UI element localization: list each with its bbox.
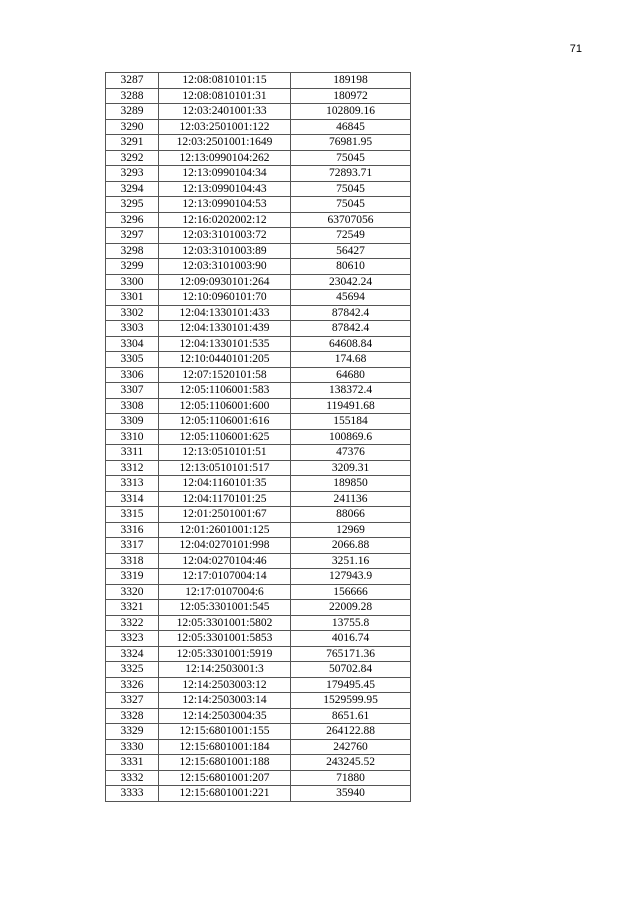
cadastral-number-cell: 12:14:2503003:12: [159, 677, 291, 693]
cadastral-number-cell: 12:13:0990104:43: [159, 181, 291, 197]
value-cell: 72893.71: [291, 166, 411, 182]
row-number-cell: 3305: [106, 352, 159, 368]
row-number-cell: 3299: [106, 259, 159, 275]
value-cell: 189198: [291, 73, 411, 89]
row-number-cell: 3314: [106, 491, 159, 507]
table-row: [106, 212, 411, 228]
table-row: [106, 476, 411, 492]
row-number-cell: 3287: [106, 73, 159, 89]
row-number-cell: 3327: [106, 693, 159, 709]
row-number-cell: 3309: [106, 414, 159, 430]
table-row: [106, 662, 411, 678]
value-cell: 1529599.95: [291, 693, 411, 709]
value-cell: 2066.88: [291, 538, 411, 554]
table-row: [106, 336, 411, 352]
value-cell: 102809.16: [291, 104, 411, 120]
cadastral-number-cell: 12:10:0440101:205: [159, 352, 291, 368]
table-row: [106, 119, 411, 135]
cadastral-number-cell: 12:17:0107004:6: [159, 584, 291, 600]
table-row: [106, 507, 411, 523]
row-number-cell: 3312: [106, 460, 159, 476]
value-cell: 180972: [291, 88, 411, 104]
cadastral-number-cell: 12:04:1160101:35: [159, 476, 291, 492]
value-cell: 64608.84: [291, 336, 411, 352]
cadastral-number-cell: 12:04:1330101:439: [159, 321, 291, 337]
cadastral-number-cell: 12:05:3301001:5802: [159, 615, 291, 631]
value-cell: 8651.61: [291, 708, 411, 724]
row-number-cell: 3290: [106, 119, 159, 135]
value-cell: 75045: [291, 181, 411, 197]
cadastral-number-cell: 12:05:3301001:545: [159, 600, 291, 616]
table-row: [106, 786, 411, 802]
row-number-cell: 3332: [106, 770, 159, 786]
cadastral-number-cell: 12:07:1520101:58: [159, 367, 291, 383]
table-row: [106, 460, 411, 476]
cadastral-number-cell: 12:13:0990104:262: [159, 150, 291, 166]
value-cell: 3251.16: [291, 553, 411, 569]
value-cell: 241136: [291, 491, 411, 507]
value-cell: 88066: [291, 507, 411, 523]
cadastral-number-cell: 12:17:0107004:14: [159, 569, 291, 585]
row-number-cell: 3288: [106, 88, 159, 104]
table-row: [106, 305, 411, 321]
value-cell: 127943.9: [291, 569, 411, 585]
cadastral-number-cell: 12:13:0990104:34: [159, 166, 291, 182]
page-number: 71: [569, 43, 582, 55]
table-row: [106, 755, 411, 771]
row-number-cell: 3303: [106, 321, 159, 337]
table-row: [106, 197, 411, 213]
table-row: [106, 739, 411, 755]
table-row: [106, 646, 411, 662]
row-number-cell: 3311: [106, 445, 159, 461]
table-row: [106, 321, 411, 337]
table-row: [106, 491, 411, 507]
cadastral-number-cell: 12:09:0930101:264: [159, 274, 291, 290]
cadastral-number-cell: 12:03:2401001:33: [159, 104, 291, 120]
cadastral-number-cell: 12:13:0990104:53: [159, 197, 291, 213]
value-cell: 75045: [291, 150, 411, 166]
value-cell: 63707056: [291, 212, 411, 228]
cadastral-number-cell: 12:05:1106001:616: [159, 414, 291, 430]
table-row: [106, 88, 411, 104]
cadastral-number-cell: 12:03:2501001:122: [159, 119, 291, 135]
value-cell: 243245.52: [291, 755, 411, 771]
table-row: [106, 569, 411, 585]
row-number-cell: 3324: [106, 646, 159, 662]
cadastral-number-cell: 12:16:0202002:12: [159, 212, 291, 228]
table-row: [106, 553, 411, 569]
cadastral-number-cell: 12:05:1106001:625: [159, 429, 291, 445]
table-row: [106, 383, 411, 399]
row-number-cell: 3316: [106, 522, 159, 538]
table-row: [106, 166, 411, 182]
row-number-cell: 3323: [106, 631, 159, 647]
value-cell: 179495.45: [291, 677, 411, 693]
table-row: [106, 274, 411, 290]
value-cell: 174.68: [291, 352, 411, 368]
table-row: [106, 770, 411, 786]
cadastral-number-cell: 12:15:6801001:184: [159, 739, 291, 755]
cadastral-number-cell: 12:05:1106001:583: [159, 383, 291, 399]
value-cell: 3209.31: [291, 460, 411, 476]
cadastral-number-cell: 12:08:0810101:15: [159, 73, 291, 89]
cadastral-number-cell: 12:05:1106001:600: [159, 398, 291, 414]
table-row: [106, 414, 411, 430]
row-number-cell: 3321: [106, 600, 159, 616]
row-number-cell: 3317: [106, 538, 159, 554]
row-number-cell: 3333: [106, 786, 159, 802]
cadastral-number-cell: 12:10:0960101:70: [159, 290, 291, 306]
value-cell: 87842.4: [291, 321, 411, 337]
row-number-cell: 3297: [106, 228, 159, 244]
value-cell: 46845: [291, 119, 411, 135]
value-cell: 155184: [291, 414, 411, 430]
value-cell: 138372.4: [291, 383, 411, 399]
row-number-cell: 3300: [106, 274, 159, 290]
cadastral-number-cell: 12:15:6801001:155: [159, 724, 291, 740]
cadastral-number-cell: 12:15:6801001:207: [159, 770, 291, 786]
value-cell: 23042.24: [291, 274, 411, 290]
table-row: [106, 538, 411, 554]
table-row: [106, 243, 411, 259]
row-number-cell: 3306: [106, 367, 159, 383]
value-cell: 765171.36: [291, 646, 411, 662]
row-number-cell: 3302: [106, 305, 159, 321]
cadastral-number-cell: 12:04:1330101:433: [159, 305, 291, 321]
cadastral-number-cell: 12:01:2501001:67: [159, 507, 291, 523]
cadastral-number-cell: 12:05:3301001:5919: [159, 646, 291, 662]
table-row: [106, 228, 411, 244]
cadastral-number-cell: 12:03:3101003:90: [159, 259, 291, 275]
table-row: [106, 693, 411, 709]
cadastral-number-cell: 12:01:2601001:125: [159, 522, 291, 538]
row-number-cell: 3292: [106, 150, 159, 166]
row-number-cell: 3295: [106, 197, 159, 213]
table-row: [106, 708, 411, 724]
row-number-cell: 3296: [106, 212, 159, 228]
value-cell: 4016.74: [291, 631, 411, 647]
row-number-cell: 3331: [106, 755, 159, 771]
row-number-cell: 3322: [106, 615, 159, 631]
cadastral-number-cell: 12:03:2501001:1649: [159, 135, 291, 151]
value-cell: 47376: [291, 445, 411, 461]
row-number-cell: 3293: [106, 166, 159, 182]
table-row: [106, 677, 411, 693]
value-cell: 189850: [291, 476, 411, 492]
table-row: [106, 367, 411, 383]
data-table: [105, 72, 411, 802]
row-number-cell: 3319: [106, 569, 159, 585]
table-row: [106, 584, 411, 600]
cadastral-number-cell: 12:15:6801001:221: [159, 786, 291, 802]
value-cell: 119491.68: [291, 398, 411, 414]
row-number-cell: 3330: [106, 739, 159, 755]
table-body: [106, 73, 411, 802]
cadastral-number-cell: 12:14:2503004:35: [159, 708, 291, 724]
table-row: [106, 73, 411, 89]
row-number-cell: 3313: [106, 476, 159, 492]
cadastral-number-cell: 12:03:3101003:72: [159, 228, 291, 244]
table-row: [106, 445, 411, 461]
value-cell: 264122.88: [291, 724, 411, 740]
row-number-cell: 3291: [106, 135, 159, 151]
row-number-cell: 3304: [106, 336, 159, 352]
cadastral-number-cell: 12:08:0810101:31: [159, 88, 291, 104]
value-cell: 100869.6: [291, 429, 411, 445]
table-row: [106, 352, 411, 368]
cadastral-number-cell: 12:05:3301001:5853: [159, 631, 291, 647]
value-cell: 71880: [291, 770, 411, 786]
table-row: [106, 600, 411, 616]
value-cell: 35940: [291, 786, 411, 802]
cadastral-number-cell: 12:03:3101003:89: [159, 243, 291, 259]
row-number-cell: 3315: [106, 507, 159, 523]
table-row: [106, 150, 411, 166]
table-row: [106, 429, 411, 445]
value-cell: 72549: [291, 228, 411, 244]
cadastral-number-cell: 12:04:1170101:25: [159, 491, 291, 507]
cadastral-number-cell: 12:04:1330101:535: [159, 336, 291, 352]
value-cell: 22009.28: [291, 600, 411, 616]
value-cell: 13755.8: [291, 615, 411, 631]
table-row: [106, 398, 411, 414]
cadastral-number-cell: 12:13:0510101:51: [159, 445, 291, 461]
row-number-cell: 3328: [106, 708, 159, 724]
value-cell: 87842.4: [291, 305, 411, 321]
cadastral-number-cell: 12:04:0270104:46: [159, 553, 291, 569]
value-cell: 64680: [291, 367, 411, 383]
row-number-cell: 3289: [106, 104, 159, 120]
cadastral-number-cell: 12:14:2503003:14: [159, 693, 291, 709]
table-row: [106, 259, 411, 275]
table-row: [106, 615, 411, 631]
value-cell: 56427: [291, 243, 411, 259]
table-row: [106, 724, 411, 740]
row-number-cell: 3310: [106, 429, 159, 445]
table-row: [106, 290, 411, 306]
value-cell: 242760: [291, 739, 411, 755]
value-cell: 156666: [291, 584, 411, 600]
row-number-cell: 3325: [106, 662, 159, 678]
row-number-cell: 3301: [106, 290, 159, 306]
table-row: [106, 522, 411, 538]
row-number-cell: 3298: [106, 243, 159, 259]
value-cell: 75045: [291, 197, 411, 213]
cadastral-number-cell: 12:13:0510101:517: [159, 460, 291, 476]
table-row: [106, 181, 411, 197]
table-row: [106, 631, 411, 647]
row-number-cell: 3308: [106, 398, 159, 414]
value-cell: 50702.84: [291, 662, 411, 678]
row-number-cell: 3326: [106, 677, 159, 693]
cadastral-number-cell: 12:15:6801001:188: [159, 755, 291, 771]
row-number-cell: 3320: [106, 584, 159, 600]
value-cell: 80610: [291, 259, 411, 275]
table-row: [106, 104, 411, 120]
table-row: [106, 135, 411, 151]
value-cell: 76981.95: [291, 135, 411, 151]
value-cell: 12969: [291, 522, 411, 538]
cadastral-number-cell: 12:04:0270101:998: [159, 538, 291, 554]
value-cell: 45694: [291, 290, 411, 306]
row-number-cell: 3318: [106, 553, 159, 569]
row-number-cell: 3329: [106, 724, 159, 740]
row-number-cell: 3294: [106, 181, 159, 197]
row-number-cell: 3307: [106, 383, 159, 399]
cadastral-number-cell: 12:14:2503001:3: [159, 662, 291, 678]
